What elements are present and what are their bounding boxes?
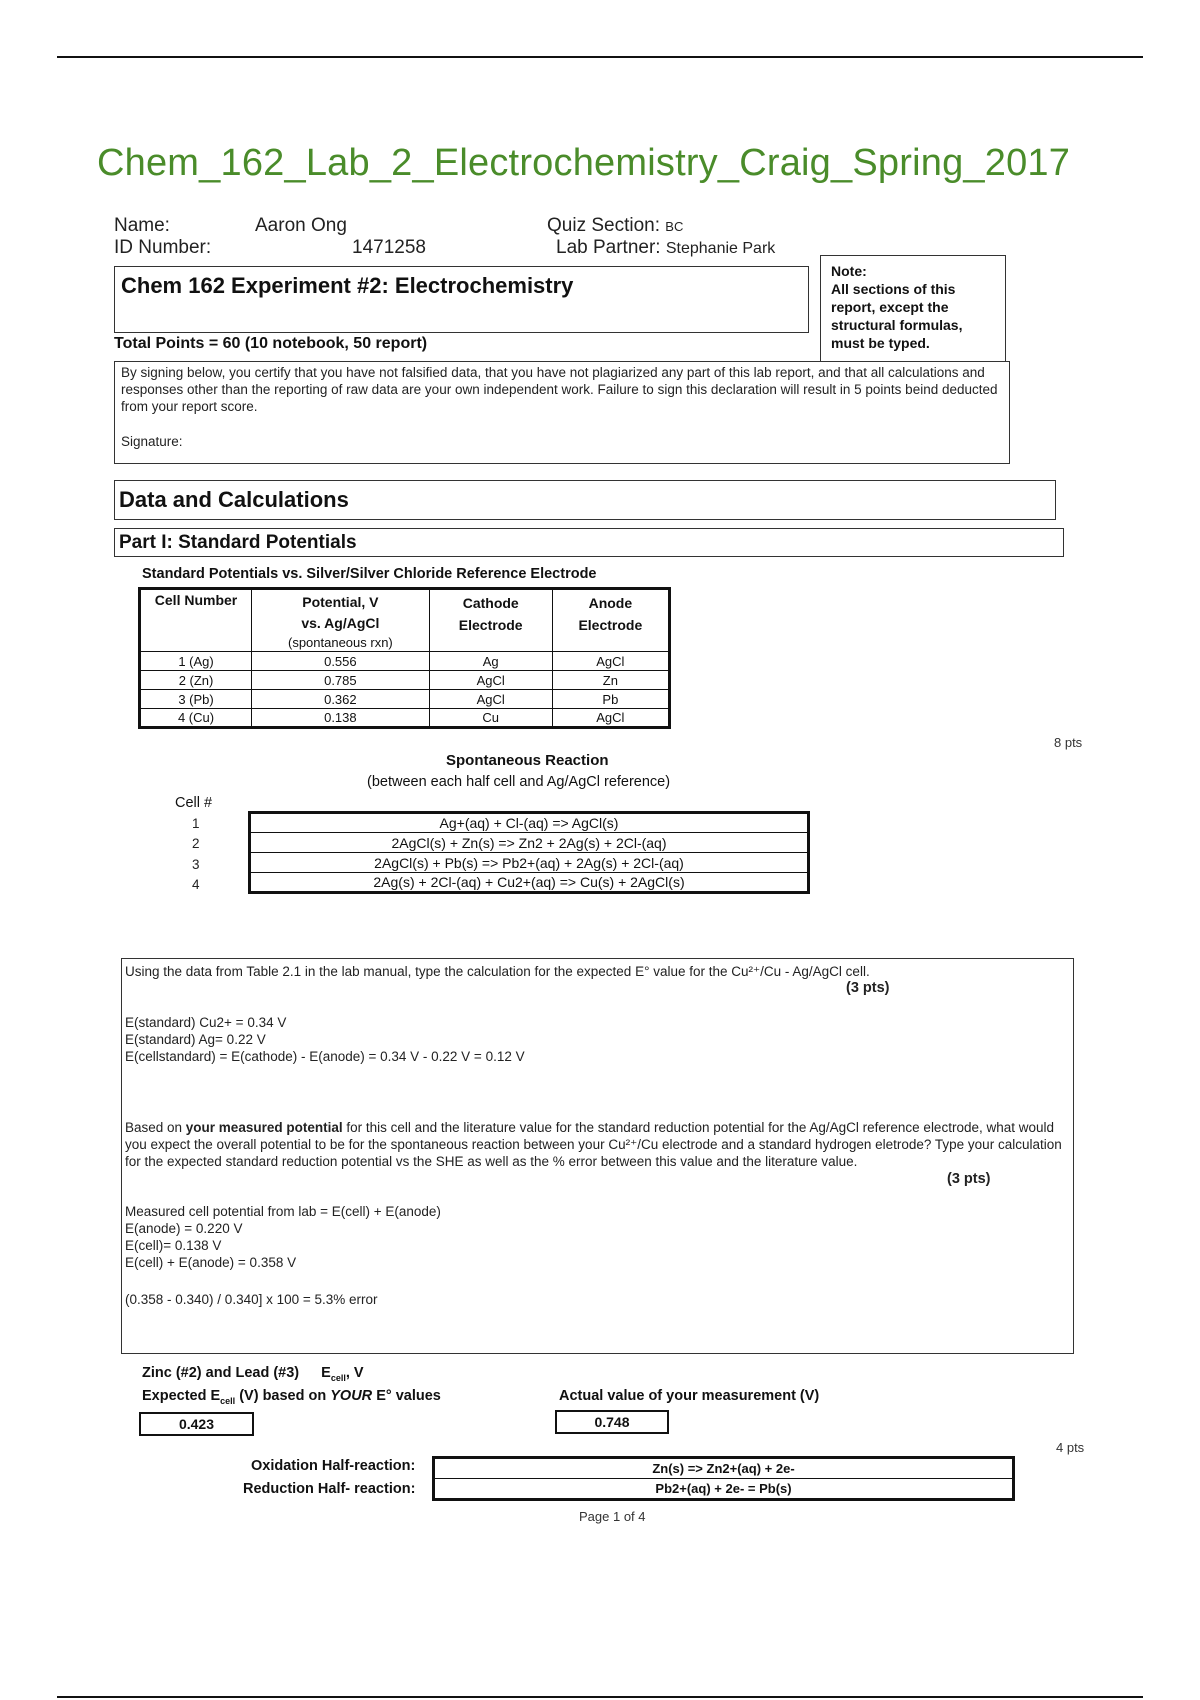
answer-1-line: E(standard) Ag= 0.22 V: [125, 1032, 266, 1047]
document-title: Chem_162_Lab_2_Electrochemistry_Craig_Spring_2017: [97, 142, 1071, 184]
page-number: Page 1 of 4: [579, 1509, 646, 1524]
ecell-label: [321, 1365, 363, 1381]
rxn-cell: 2AgCl(s) + Pb(s) => Pb2+(aq) + 2Ag(s) + 2Cl-(aq): [250, 853, 809, 873]
reduction-value: Pb2+(aq) + 2e- = Pb(s): [434, 1479, 1014, 1500]
spontaneous-subtitle: (between each half cell and Ag/AgCl reference): [367, 774, 671, 790]
col-cathode: [429, 589, 552, 652]
expected-post: E° values: [372, 1388, 441, 1404]
answer-1-line: E(standard) Cu2+ = 0.34 V: [125, 1015, 287, 1030]
cell-potential: 0.138: [252, 709, 430, 728]
col-potential-l3: (spontaneous rxn): [287, 635, 393, 650]
calculation-box: [121, 958, 1074, 1354]
answer-1-line: E(cellstandard) = E(cathode) - E(anode) = 0.34 V - 0.22 V = 0.12 V: [125, 1049, 525, 1064]
note-line: must be typed.: [831, 335, 930, 351]
part1-header: [114, 528, 1064, 557]
cell-anode: Pb: [552, 690, 669, 709]
rxn-num: 3: [192, 857, 200, 872]
table-row: [140, 709, 670, 728]
bottom-rule: [57, 1696, 1143, 1698]
answer-2: [125, 1203, 441, 1271]
actual-value-label: Actual value of your measurement (V): [559, 1388, 820, 1404]
ecell-label-unit: , V: [345, 1365, 364, 1381]
table-row: [250, 833, 809, 853]
data-calculations-header: [114, 480, 1056, 520]
signature-label: Signature:: [121, 434, 183, 449]
table-row: [250, 813, 809, 833]
question-2-bold: your measured potential: [185, 1120, 343, 1135]
cell-potential: 0.362: [252, 690, 430, 709]
lab-partner-label-text: Lab Partner:: [556, 237, 661, 258]
top-rule: [57, 56, 1143, 58]
table-row: [250, 873, 809, 893]
table-row: [434, 1458, 1014, 1479]
col-anode-l2: Electrode: [578, 617, 643, 633]
question-2-pre: Based on: [125, 1120, 186, 1135]
table-row: [434, 1479, 1014, 1500]
half-reaction-table: [432, 1456, 1015, 1501]
ecell-label-e: E: [321, 1365, 331, 1381]
note-line: Note:: [831, 263, 867, 279]
expected-pre: Expected E: [142, 1388, 221, 1404]
spontaneous-title: Spontaneous Reaction: [446, 752, 609, 769]
cell-anode: AgCl: [552, 652, 669, 671]
oxidation-value: Zn(s) => Zn2+(aq) + 2e-: [434, 1458, 1014, 1479]
expected-sub: cell: [220, 1395, 236, 1406]
quiz-section-label: [547, 215, 683, 237]
note-line: report, except the: [831, 299, 949, 315]
question-1: Using the data from Table 2.1 in the lab manual, type the calculation for the expected E° value for the Cu²⁺/Cu - Ag/AgCl cell.: [125, 964, 870, 979]
table-row: [140, 690, 670, 709]
name-label: Name:: [114, 215, 170, 236]
col-cell-number: [140, 589, 252, 652]
potentials-table-caption: Standard Potentials vs. Silver/Silver Chloride Reference Electrode: [142, 566, 597, 582]
cell-cathode: Cu: [429, 709, 552, 728]
cell-cathode: Ag: [429, 652, 552, 671]
lab-partner-label: [556, 237, 775, 259]
potentials-header-row: [140, 589, 670, 652]
cell-number-label: Cell #: [175, 795, 213, 811]
cell-potential: 0.556: [252, 652, 430, 671]
rxn-num: 4: [192, 877, 200, 892]
note-line: All sections of this: [831, 281, 956, 297]
col-cathode-l2: Electrode: [458, 617, 523, 633]
cell-number: 2 (Zn): [140, 671, 252, 690]
data-calculations-title: Data and Calculations: [119, 487, 349, 512]
expected-ecell-value: 0.423: [139, 1412, 254, 1436]
lab-partner-value: Stephanie Park: [665, 240, 776, 257]
question-2-post: for this cell and the literature value for the standard reduction potential for the Ag/AgCl reference electrode, what would you expect the overall potential to be for the spontaneous reaction between your Cu²⁺/Cu electrode and a standard hydrogen eletrode? Type your calculation for the expected standard reduction potential vs the SHE as well as the % error between this value and the literature value.: [125, 1120, 1062, 1169]
cell-anode: Zn: [552, 671, 669, 690]
experiment-heading: Chem 162 Experiment #2: Electrochemistry: [121, 273, 574, 298]
rxn-cell: 2Ag(s) + 2Cl-(aq) + Cu2+(aq) => Cu(s) + 2AgCl(s): [250, 873, 809, 893]
cell-cathode: AgCl: [429, 671, 552, 690]
reduction-label: Reduction Half- reaction:: [243, 1481, 416, 1497]
rxn-num: 2: [192, 836, 200, 851]
cell-number: 3 (Pb): [140, 690, 252, 709]
question-1-points: (3 pts): [846, 980, 890, 996]
question-2-points: (3 pts): [947, 1171, 991, 1187]
expected-ecell-label: [142, 1388, 441, 1406]
answer-2-line: Measured cell potential from lab = E(cell) + E(anode): [125, 1204, 441, 1219]
table-row: [140, 671, 670, 690]
cell-potential: 0.785: [252, 671, 430, 690]
expected-mid: (V) based on: [235, 1388, 331, 1404]
id-value: 1471258: [352, 237, 426, 258]
quiz-section-label-text: Quiz Section:: [547, 215, 660, 236]
answer-2-line: E(cell)= 0.138 V: [125, 1238, 222, 1253]
answer-1: [125, 1014, 525, 1065]
part1-title: Part I: Standard Potentials: [119, 532, 357, 553]
potentials-table: [138, 587, 671, 729]
declaration-text: By signing below, you certify that you have not falsified data, that you have not plagiarized any part of this lab report, and that all calculations and responses other than the reporting of raw data are your own independent work. Failure to sign this declaration will result in 5 points beind deducted from your report score.: [121, 365, 998, 414]
note-box: [820, 255, 1006, 362]
answer-2-line: E(cell) + E(anode) = 0.358 V: [125, 1255, 297, 1270]
col-cell-number-label: Cell Number: [154, 592, 238, 608]
actual-value: 0.748: [555, 1410, 669, 1434]
ecell-label-sub: cell: [330, 1372, 346, 1383]
zinc-lead-heading-text: Zinc (#2) and Lead (#3): [142, 1365, 300, 1381]
rxn-num: 1: [192, 816, 200, 831]
cell-anode: AgCl: [552, 709, 669, 728]
question-2: [125, 1119, 1070, 1170]
potentials-points: 8 pts: [1054, 735, 1083, 750]
col-potential-l2: vs. Ag/AgCl: [301, 615, 380, 631]
rxn-cell: Ag+(aq) + Cl-(aq) => AgCl(s): [250, 813, 809, 833]
table-row: [250, 853, 809, 873]
answer-2-error: (0.358 - 0.340) / 0.340] x 100 = 5.3% error: [125, 1292, 378, 1307]
spontaneous-table: [248, 811, 810, 894]
col-cathode-l1: Cathode: [462, 595, 519, 611]
col-anode: [552, 589, 669, 652]
rxn-cell: 2AgCl(s) + Zn(s) => Zn2 + 2Ag(s) + 2Cl-(aq): [250, 833, 809, 853]
experiment-heading-box: [114, 266, 809, 333]
answer-2-line: E(anode) = 0.220 V: [125, 1221, 243, 1236]
total-points: Total Points = 60 (10 notebook, 50 report): [114, 335, 428, 352]
cell-number: 1 (Ag): [140, 652, 252, 671]
zinc-lead-points: 4 pts: [1056, 1440, 1085, 1455]
col-potential: [252, 589, 430, 652]
note-line: structural formulas,: [831, 317, 963, 333]
quiz-section-value: BC: [665, 219, 684, 234]
zinc-lead-heading: [142, 1365, 364, 1383]
cell-number: 4 (Cu): [140, 709, 252, 728]
oxidation-label: Oxidation Half-reaction:: [251, 1458, 416, 1474]
col-anode-l1: Anode: [588, 595, 633, 611]
expected-your: YOUR: [330, 1388, 373, 1404]
declaration-box: [114, 361, 1010, 464]
cell-cathode: AgCl: [429, 690, 552, 709]
col-potential-l1: Potential, V: [302, 594, 379, 610]
id-label: ID Number:: [114, 237, 212, 258]
table-row: [140, 652, 670, 671]
name-value: Aaron Ong: [255, 215, 347, 236]
